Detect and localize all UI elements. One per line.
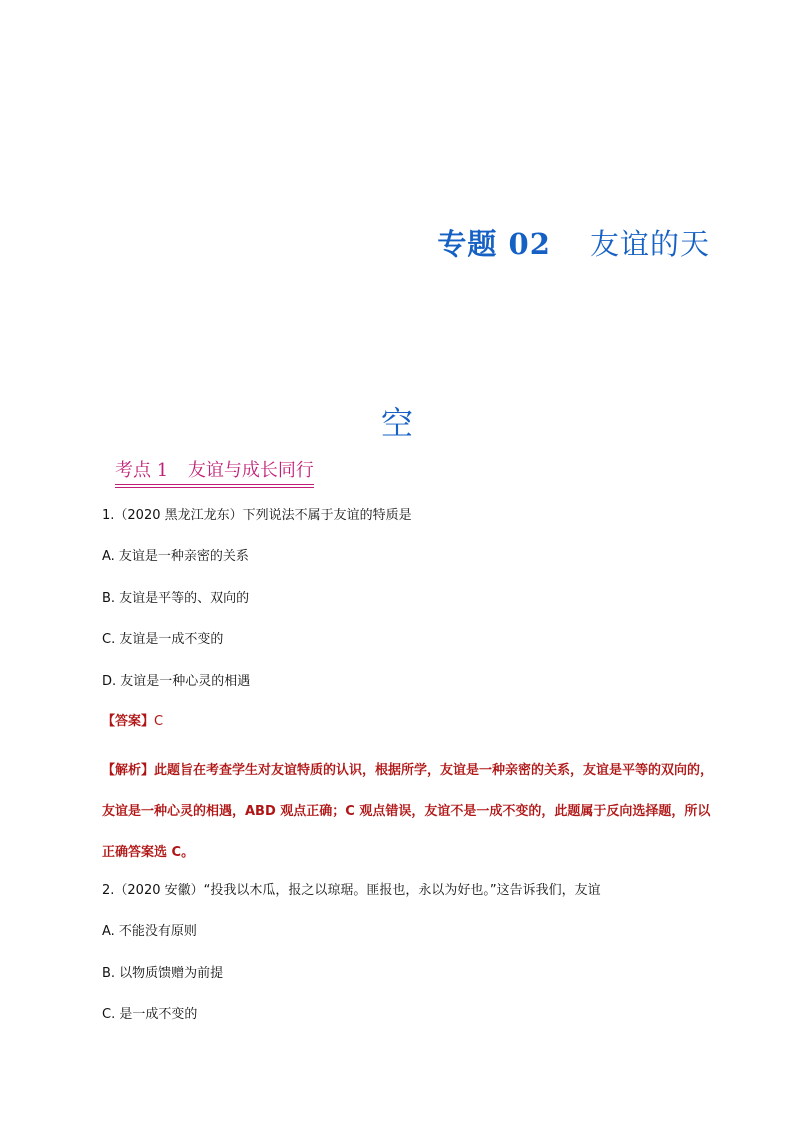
answer-value: C	[154, 714, 164, 729]
question-1-option-a: A. 友谊是一种亲密的关系	[102, 549, 249, 564]
title-prefix: 专题	[437, 227, 498, 261]
analysis-label: 【解析】	[102, 763, 155, 778]
title-continuation: 空	[380, 404, 413, 442]
answer-label: 【答案】	[102, 714, 155, 729]
section-heading	[115, 456, 314, 485]
question-1-option-d: D. 友谊是一种心灵的相遇	[102, 674, 251, 689]
question-2-option-a: A. 不能没有原则	[102, 924, 197, 939]
title-number: 02	[508, 227, 551, 261]
question-2-option-b: B. 以物质馈赠为前提	[102, 966, 224, 981]
question-1-answer	[102, 710, 163, 729]
page-title	[0, 222, 710, 263]
question-2-option-c: C. 是一成不变的	[102, 1007, 198, 1022]
section-name: 友谊与成长同行	[187, 460, 314, 481]
title-subject: 友谊的天	[589, 227, 710, 261]
question-1-stem: 1.（2020 黑龙江龙东）下列说法不属于友谊的特质是	[102, 508, 412, 523]
question-1-option-b: B. 友谊是平等的、双向的	[102, 591, 250, 606]
analysis-text: 此题旨在考查学生对友谊特质的认识，根据所学，友谊是一种亲密的关系，友谊是平等的双向的，友谊是一种心灵的相遇，ABD 观点正确；C 观点错误，友谊不是一成不变的，此题属于反向选择题，所以正确答案选 C。	[102, 763, 714, 860]
question-2-stem: 2.（2020 安徽）“投我以木瓜，报之以琼琚。匪报也，永以为好也。”这告诉我们，友谊	[102, 883, 601, 898]
section-label: 考点 1	[115, 460, 169, 481]
question-1-analysis	[102, 750, 722, 873]
question-1-option-c: C. 友谊是一成不变的	[102, 632, 224, 647]
